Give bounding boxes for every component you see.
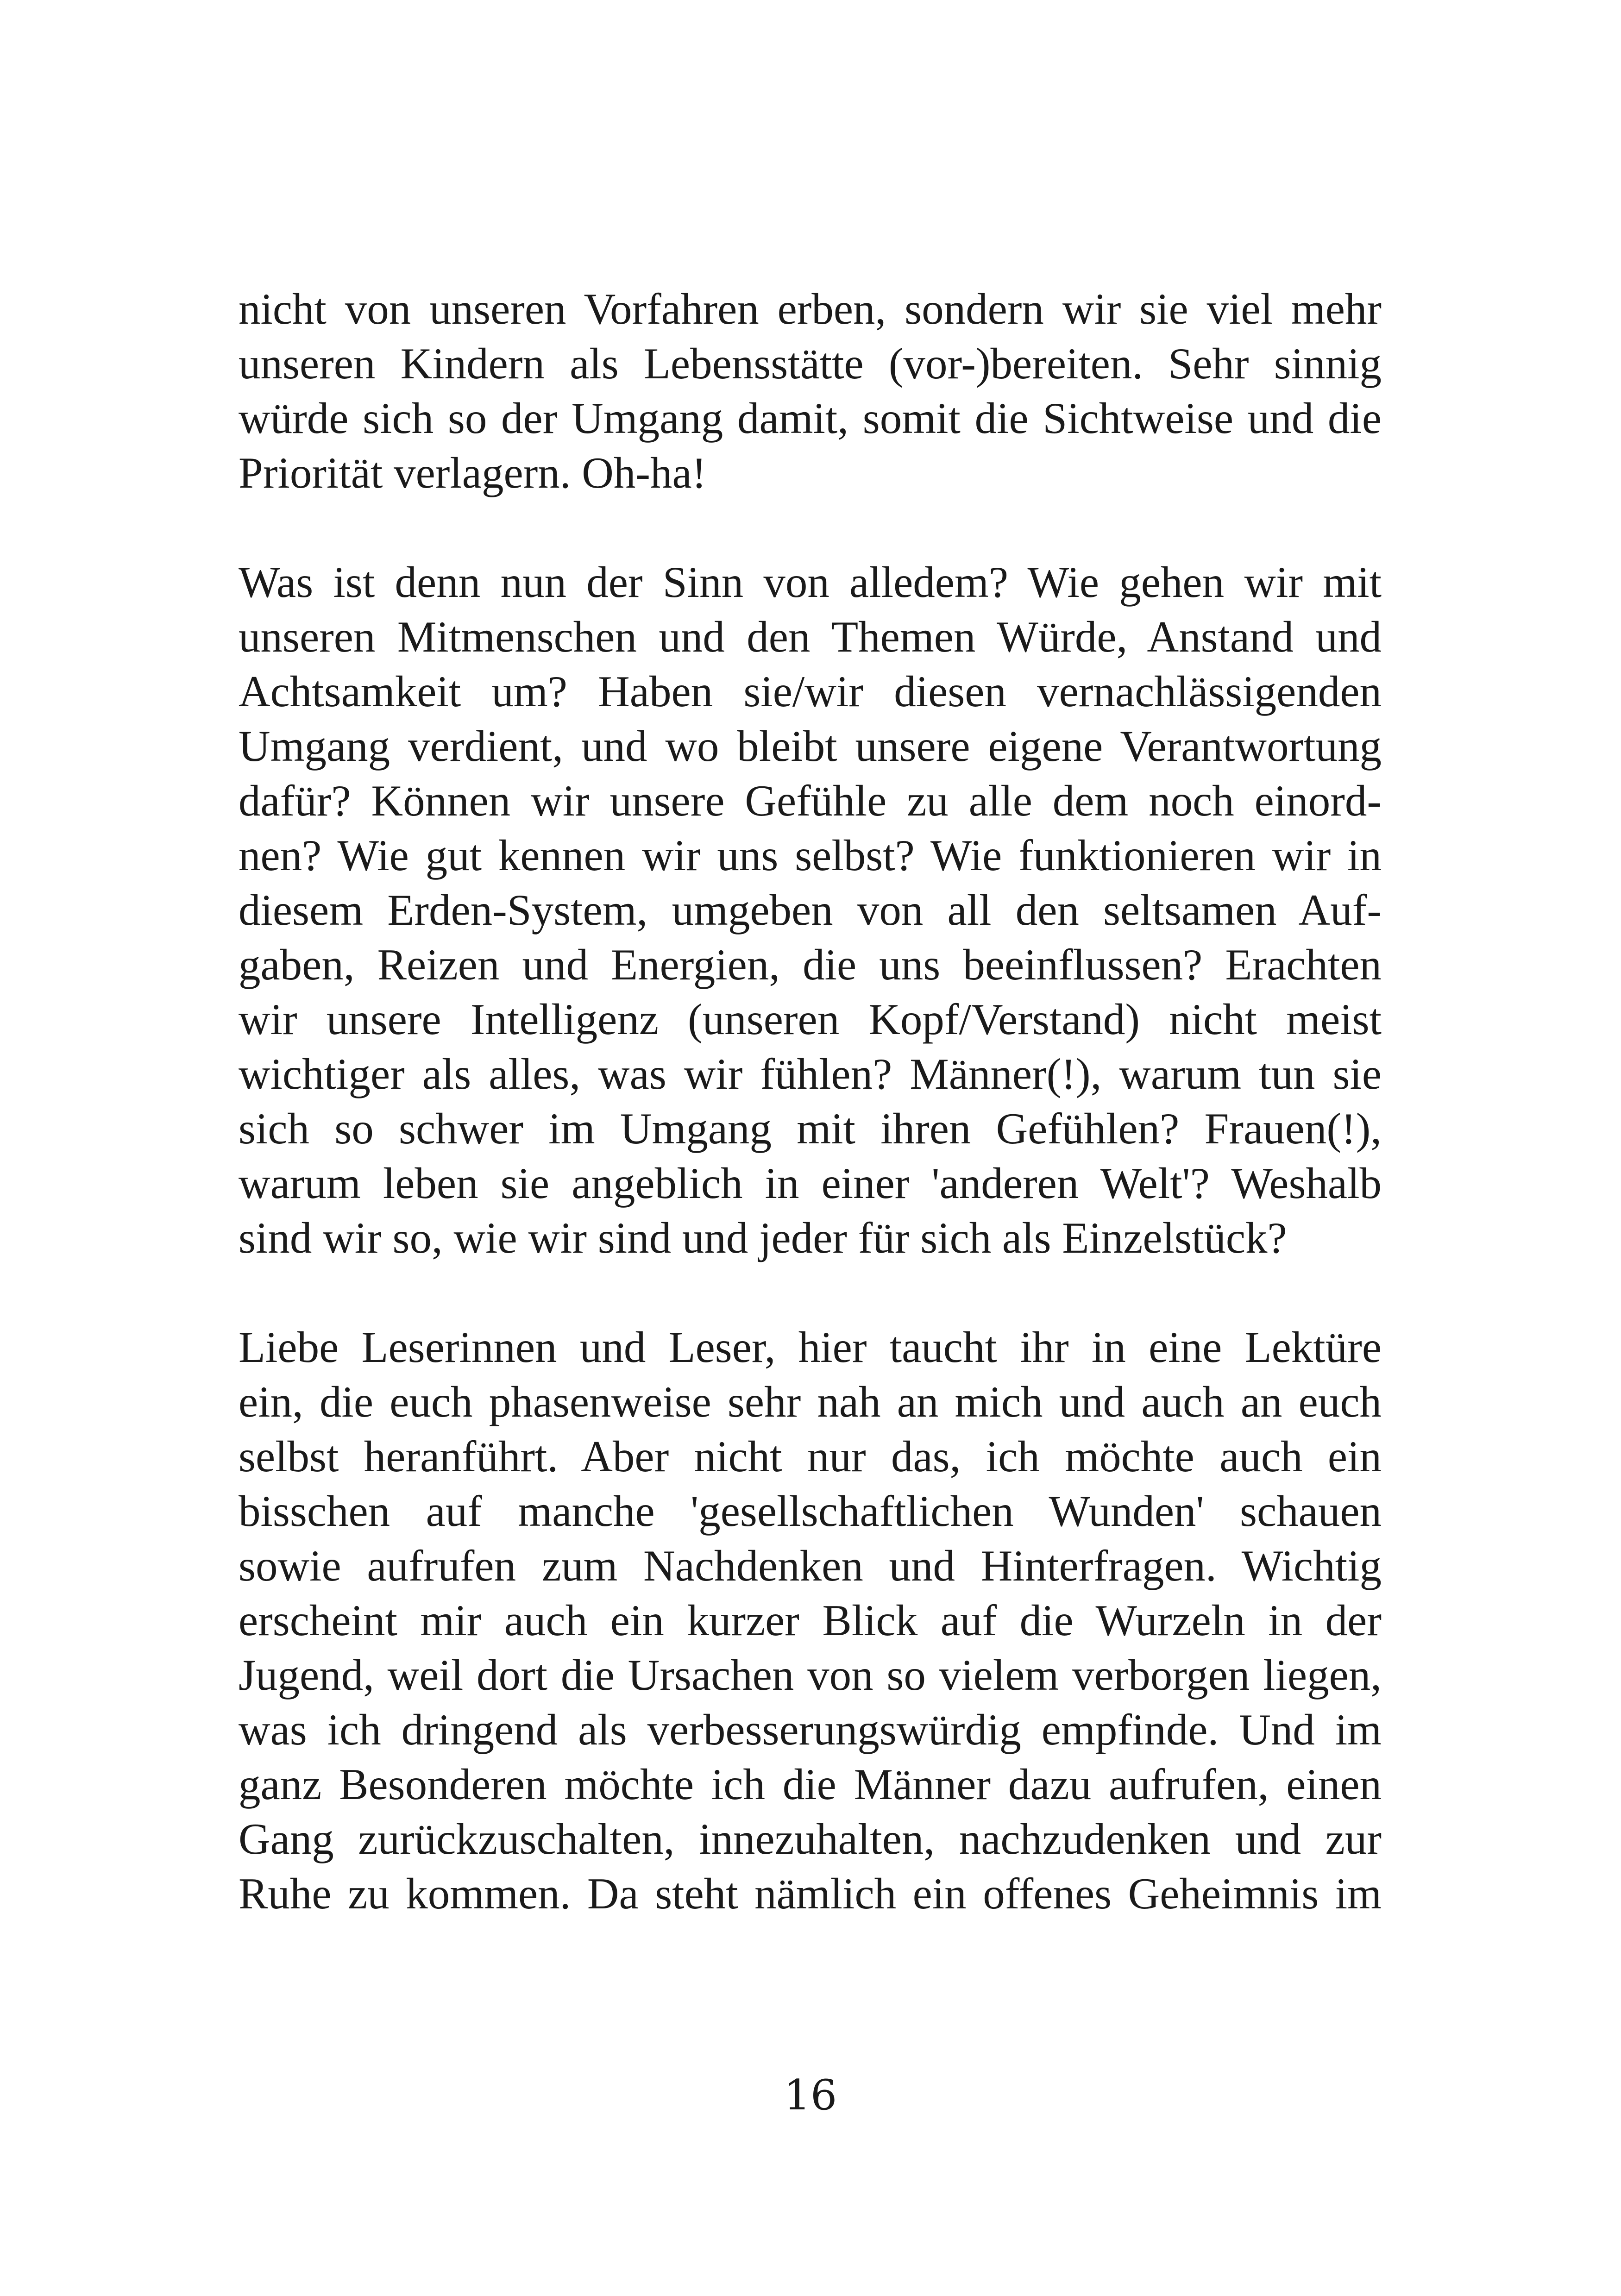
paragraph-3 bbox=[239, 1320, 1382, 1921]
paragraph-2 bbox=[239, 555, 1382, 1265]
text-line: Was ist denn nun der Sinn von alledem? Wie gehen wir mit bbox=[239, 558, 1382, 607]
text-line: was ich dringend als verbesserungswürdig empfinde. Und im bbox=[239, 1705, 1382, 1754]
text-line: unseren Kindern als Lebensstätte (vor-)bereiten. Sehr sinnig bbox=[239, 339, 1382, 388]
text-line: nen? Wie gut kennen wir uns selbst? Wie funktionieren wir in bbox=[239, 831, 1382, 880]
text-line: erscheint mir auch ein kurzer Blick auf die Wurzeln in der bbox=[239, 1596, 1382, 1645]
text-line: wir unsere Intelligenz (unseren Kopf/Verstand) nicht meist bbox=[239, 995, 1382, 1044]
text-line: sind wir so, wie wir sind und jeder für sich als Einzelstück? bbox=[239, 1213, 1287, 1262]
text-line: würde sich so der Umgang damit, somit die Sichtweise und die bbox=[239, 394, 1382, 443]
text-line: nicht von unseren Vorfahren erben, sondern wir sie viel mehr bbox=[239, 284, 1382, 333]
text-line: bisschen auf manche 'gesellschaftlichen Wunden' schauen bbox=[239, 1487, 1382, 1536]
text-line: Umgang verdient, und wo bleibt unsere eigene Verantwortung bbox=[239, 721, 1382, 771]
text-line: unseren Mitmenschen und den Themen Würde, Anstand und bbox=[239, 612, 1382, 661]
page-number: 16 bbox=[784, 2071, 837, 2120]
text-line: Priorität verlagern. Oh-ha! bbox=[239, 448, 707, 497]
text-line: gaben, Reizen und Energien, die uns beeinflussen? Erachten bbox=[239, 940, 1382, 989]
text-line: Liebe Leserinnen und Leser, hier taucht ihr in eine Lektüre bbox=[239, 1323, 1382, 1372]
text-line: Jugend, weil dort die Ursachen von so vielem verborgen liegen, bbox=[239, 1650, 1382, 1700]
body-text bbox=[239, 282, 1382, 1976]
text-line: Gang zurückzuschalten, innezuhalten, nachzudenken und zur bbox=[239, 1814, 1382, 1863]
text-line: dafür? Können wir unsere Gefühle zu alle dem noch einord- bbox=[239, 776, 1382, 825]
text-line: sich so schwer im Umgang mit ihren Gefühlen? Frauen(!), bbox=[239, 1104, 1382, 1153]
text-line: sowie aufrufen zum Nachdenken und Hinterfragen. Wichtig bbox=[239, 1541, 1382, 1590]
text-line: warum leben sie angeblich in einer 'anderen Welt'? Weshalb bbox=[239, 1159, 1382, 1208]
text-line: selbst heranführt. Aber nicht nur das, ich möchte auch ein bbox=[239, 1432, 1382, 1481]
text-line: Achtsamkeit um? Haben sie/wir diesen vernachlässigenden bbox=[239, 667, 1382, 716]
text-line: Ruhe zu kommen. Da steht nämlich ein offenes Geheimnis im bbox=[239, 1869, 1382, 1918]
paragraph-1 bbox=[239, 282, 1382, 500]
text-line: ein, die euch phasenweise sehr nah an mich und auch an euch bbox=[239, 1377, 1382, 1426]
text-line: diesem Erden-System, umgeben von all den seltsamen Auf- bbox=[239, 885, 1382, 935]
text-line: wichtiger als alles, was wir fühlen? Männer(!), warum tun sie bbox=[239, 1049, 1382, 1098]
text-line: ganz Besonderen möchte ich die Männer dazu aufrufen, einen bbox=[239, 1760, 1382, 1809]
